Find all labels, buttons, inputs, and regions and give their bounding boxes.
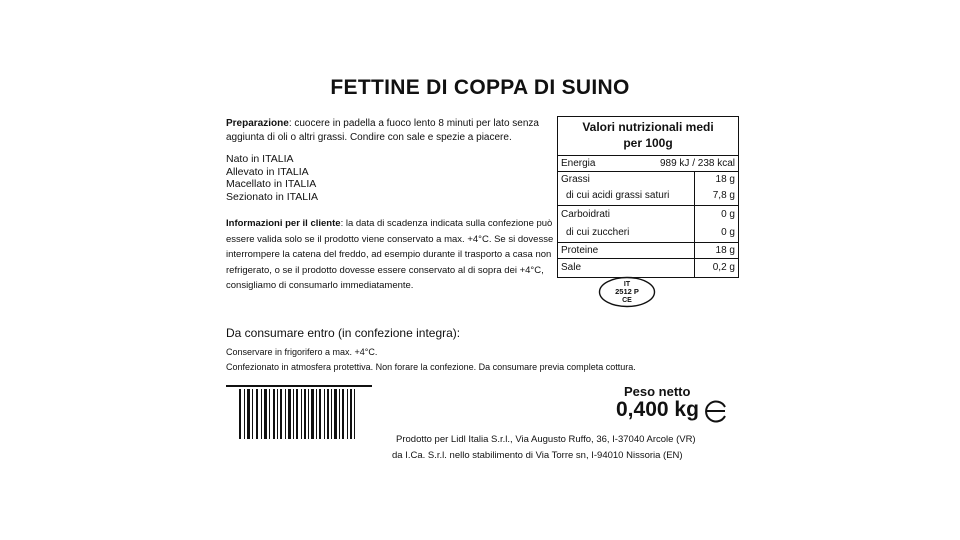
nutrition-title [558, 117, 738, 156]
nutrition-title-line1: Valori nutrizionali medi [582, 120, 714, 134]
preparation-body: : cuocere in padella a fuoco lento 8 minuti per lato senza aggiunta di oli o altri grassi. Condire con sale e spezie a piacere. [226, 118, 539, 143]
consume-by: Da consumare entro (in confezione integra): [226, 326, 461, 340]
nutrition-name: Carboidrati [561, 209, 610, 220]
nutrition-row-carbs [558, 205, 738, 224]
nutrition-name: di cui zuccheri [566, 227, 630, 238]
origin-raised: Allevato in ITALIA [226, 165, 309, 178]
nutrition-title-line2: per 100g [623, 136, 673, 150]
net-weight-value: 0,400 kg [616, 398, 699, 421]
producer-line: da I.Ca. S.r.l. nello stabilimento di Via Torre sn, I-94010 Nissoria (EN) [392, 450, 683, 461]
nutrition-row-protein [558, 242, 738, 258]
health-mark-oval-icon [598, 276, 656, 308]
origin-slaughtered: Macellato in ITALIA [226, 178, 317, 190]
health-mark-line1: IT [623, 281, 631, 288]
nutrition-value: 0 g [694, 224, 738, 242]
origin-cut: Sezionato in ITALIA [226, 190, 319, 203]
nutrition-name: Sale [561, 262, 582, 273]
nutrition-row-saturated [558, 187, 738, 205]
nutrition-row-sugars [558, 224, 738, 242]
nutrition-value: 18 g [694, 172, 738, 187]
storage-notes [226, 345, 636, 375]
nutrition-row-energy [558, 156, 738, 171]
nutrition-name: Proteine [561, 245, 599, 256]
divider-line [226, 385, 372, 387]
net-weight-label: Peso netto [624, 384, 691, 399]
producer-line: Prodotto per Lidl Italia S.r.l., Via Augusto Ruffo, 36, I-37040 Arcole (VR) [396, 434, 696, 445]
nutrition-value: 7,8 g [694, 187, 738, 205]
nutrition-name: di cui acidi grassi saturi [566, 190, 670, 201]
product-title: FETTINE DI COPPA DI SUINO [330, 76, 630, 99]
producer-info [392, 432, 956, 464]
customer-info-label: Informazioni per il cliente [226, 218, 341, 229]
nutrition-row-salt [558, 258, 738, 277]
estimated-e-mark-icon [703, 398, 729, 424]
nutrition-value: 18 g [694, 243, 738, 258]
preparation-label: Preparazione [226, 118, 289, 129]
nutrition-value: 989 kJ / 238 kcal [659, 158, 735, 169]
nutrition-value: 0,2 g [694, 259, 738, 277]
packaging-note: Confezionato in atmosfera protettiva. Non forare la confezione. Da consumare previa completa cottura. [226, 362, 636, 372]
barcode-icon [239, 389, 357, 439]
preparation-text [226, 117, 556, 145]
nutrition-value: 0 g [694, 206, 738, 224]
storage-note: Conservare in frigorifero a max. +4°C. [226, 347, 378, 357]
nutrition-name: Grassi [561, 174, 590, 185]
customer-info-body: : la data di scadenza indicata sulla confezione può essere valida solo se il prodotto viene conservato a max. +4°C. Se si dovesse interrompere la catena del freddo, ad esempio durante il trasporto a casa non refrigerato, o se il prodotto dovesse essere conservato al di sopra dei +4°C, consigliamo di consumarlo immediatamente. [226, 218, 554, 291]
health-mark-line2: 2512 P [615, 287, 639, 296]
origin-list [226, 153, 318, 203]
customer-info [226, 216, 556, 294]
health-mark-line3: CE [622, 297, 632, 304]
nutrition-name: Energia [561, 158, 596, 169]
origin-born: Nato in ITALIA [226, 153, 294, 165]
nutrition-table [557, 116, 739, 278]
nutrition-row-fat [558, 171, 738, 187]
